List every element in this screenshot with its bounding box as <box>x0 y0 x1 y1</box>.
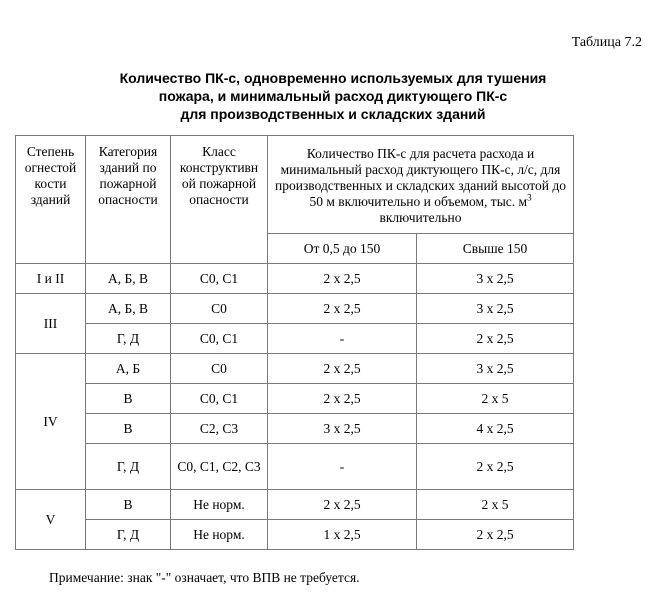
cell-volume-high: 4 х 2,5 <box>417 414 574 444</box>
title-line-1: Количество ПК-с, одновременно используемых для тушения <box>119 70 547 86</box>
cell-category: В <box>86 490 171 520</box>
cell-degree: III <box>16 294 86 354</box>
cell-category: Г, Д <box>86 520 171 550</box>
cell-degree: V <box>16 490 86 550</box>
cell-volume-high: 3 х 2,5 <box>417 264 574 294</box>
cell-degree: IV <box>16 354 86 490</box>
cell-volume-low: - <box>268 324 417 354</box>
table-row <box>16 414 574 444</box>
table-title <box>0 69 666 123</box>
header-volume-low: От 0,5 до 150 <box>268 234 417 264</box>
fire-hydrant-table <box>15 135 574 550</box>
table-row <box>16 294 574 324</box>
cell-degree: I и II <box>16 264 86 294</box>
cell-volume-high: 2 х 2,5 <box>417 324 574 354</box>
table-note: Примечание: знак "-" означает, что ВПВ не требуется. <box>49 570 360 585</box>
cell-volume-low: 2 х 2,5 <box>268 294 417 324</box>
cell-volume-low: 2 х 2,5 <box>268 354 417 384</box>
table-number-label: Таблица 7.2 <box>571 35 642 50</box>
table-row <box>16 264 574 294</box>
cell-volume-high: 2 х 2,5 <box>417 444 574 490</box>
cell-class: С0, С1 <box>171 264 268 294</box>
cell-volume-high: 2 х 2,5 <box>417 520 574 550</box>
cell-volume-low: 2 х 2,5 <box>268 384 417 414</box>
table-row <box>16 324 574 354</box>
cell-category: В <box>86 384 171 414</box>
cell-volume-high: 3 х 2,5 <box>417 354 574 384</box>
cell-class: Не норм. <box>171 520 268 550</box>
cell-volume-high: 2 х 5 <box>417 490 574 520</box>
header-pk-count-superscript: 3 <box>527 192 532 202</box>
header-volume-high: Свыше 150 <box>417 234 574 264</box>
cell-category: А, Б, В <box>86 264 171 294</box>
cell-category: Г, Д <box>86 444 171 490</box>
title-line-2: пожара, и минимальный расход диктующего ПК-с <box>158 88 508 104</box>
cell-class: С0, С1 <box>171 384 268 414</box>
header-class: Класс конструктивн ой пожарной опасности <box>171 136 268 264</box>
table-row <box>16 490 574 520</box>
cell-volume-low: 1 х 2,5 <box>268 520 417 550</box>
cell-category: Г, Д <box>86 324 171 354</box>
cell-volume-low: 2 х 2,5 <box>268 264 417 294</box>
table-row <box>16 354 574 384</box>
table-row <box>16 384 574 414</box>
cell-volume-high: 2 х 5 <box>417 384 574 414</box>
header-pk-count-text: Количество ПК-с для расчета расхода и минимальный расход диктующего ПК-с, л/с, для производственных и складских зданий высотой до 50 м включительно и объемом, тыс. м <box>275 145 566 209</box>
title-line-3: для производственных и складских зданий <box>180 106 486 122</box>
cell-volume-low: 3 х 2,5 <box>268 414 417 444</box>
header-pk-count-tail: включительно <box>379 209 462 225</box>
header-pk-count <box>268 136 574 234</box>
cell-class: С0 <box>171 294 268 324</box>
table-row <box>16 444 574 490</box>
header-degree: Степень огнестой кости зданий <box>16 136 86 264</box>
cell-volume-low: 2 х 2,5 <box>268 490 417 520</box>
cell-class: С0 <box>171 354 268 384</box>
header-category: Категория зданий по пожарной опасности <box>86 136 171 264</box>
header-row <box>16 136 574 234</box>
cell-class: С2, С3 <box>171 414 268 444</box>
cell-volume-high: 3 х 2,5 <box>417 294 574 324</box>
table-row <box>16 520 574 550</box>
cell-category: А, Б <box>86 354 171 384</box>
cell-class: Не норм. <box>171 490 268 520</box>
cell-category: А, Б, В <box>86 294 171 324</box>
cell-class: С0, С1 <box>171 324 268 354</box>
cell-class: С0, С1, С2, С3 <box>171 444 268 490</box>
cell-category: В <box>86 414 171 444</box>
cell-volume-low: - <box>268 444 417 490</box>
